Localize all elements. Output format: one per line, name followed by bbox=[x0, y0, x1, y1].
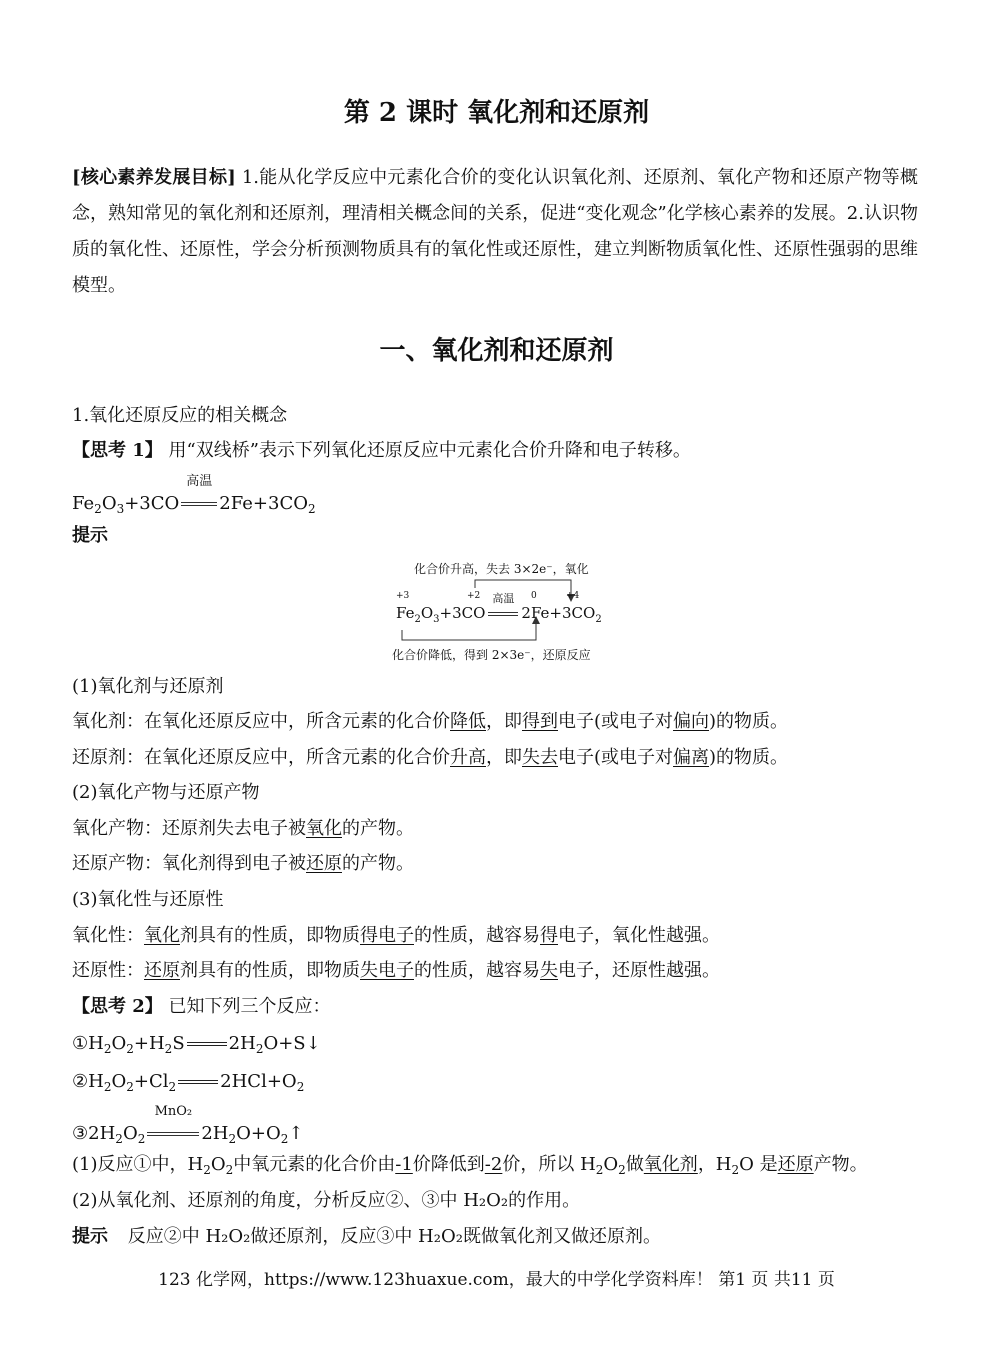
double-bridge-diagram bbox=[390, 558, 610, 668]
question-2: (2)从氧化剂、还原剂的角度，分析反应②、③中 H₂O₂的作用。 bbox=[72, 1190, 581, 1211]
reduction-product-definition: 还原产物：氧化剂得到电子被还原的产物。 bbox=[72, 853, 414, 874]
think1-line bbox=[72, 433, 691, 469]
think2-line bbox=[72, 989, 331, 1025]
hint2-label: 提示 bbox=[72, 1226, 108, 1247]
bridge-equation: $Fe_2O_3+3CO$ 高温 $2Fe+3CO_2$ bbox=[396, 592, 602, 625]
catalyst-label: MnO₂ bbox=[154, 1104, 193, 1119]
oxidation-product-definition: 氧化产物：还原剂失去电子被氧化的产物。 bbox=[72, 818, 414, 839]
valence-fe2: 0 bbox=[531, 591, 537, 601]
bridge-top-label: 化合价升高，失去 3×2e⁻，氧化 bbox=[414, 562, 589, 576]
valence-c2: +4 bbox=[566, 591, 580, 601]
reaction-1: $①H_2O_2+H_2S$ $2H_2O+S↓$ bbox=[72, 1033, 321, 1056]
goals-paragraph bbox=[72, 160, 918, 304]
valence-fe: +3 bbox=[396, 591, 410, 601]
bridge-bottom-label: 化合价降低，得到 2×3e⁻，还原反应 bbox=[392, 648, 591, 662]
valence-c1: +2 bbox=[467, 591, 481, 601]
question-1: (1)反应①中，$H_2O_2$中氧元素的化合价由-1价降低到-2价，所以 $H_2O_2$做氧化剂，$H_2O$ 是还原产物。 bbox=[72, 1154, 868, 1177]
hint2-text: 反应②中 H₂O₂做还原剂，反应③中 H₂O₂既做氧化剂又做还原剂。 bbox=[127, 1226, 661, 1247]
item2-title: (2)氧化产物与还原产物 bbox=[72, 782, 260, 803]
think2-text: 已知下列三个反应： bbox=[168, 996, 331, 1017]
reaction-2: $②H_2O_2+Cl_2$ $2HCl+O_2$ bbox=[72, 1071, 305, 1094]
oxidant-definition: 氧化剂：在氧化还原反应中，所含元素的化合价降低，即得到电子(或电子对偏向)的物质。 bbox=[72, 711, 789, 732]
reducing-property: 还原性：还原剂具有的性质，即物质失电子的性质，越容易失电子，还原性越强。 bbox=[72, 960, 720, 981]
equation-1: $Fe_2O_3+3CO$ 高温 $2Fe+3CO_2$ bbox=[72, 486, 316, 522]
think1-text: 用“双线桥”表示下列氧化还原反应中元素化合价升降和电子转移。 bbox=[168, 440, 691, 461]
think2-label: 【思考 2】 bbox=[72, 996, 163, 1017]
oxidizing-property: 氧化性：氧化剂具有的性质，即物质得电子的性质，越容易得电子，氧化性越强。 bbox=[72, 925, 720, 946]
reductant-definition: 还原剂：在氧化还原反应中，所含元素的化合价升高，即失去电子(或电子对偏离)的物质。 bbox=[72, 747, 789, 768]
item1-title: (1)氧化剂与还原剂 bbox=[72, 676, 224, 697]
goals-label: [核心素养发展目标] bbox=[72, 167, 236, 188]
hint2-line bbox=[72, 1219, 661, 1255]
reaction-3: $③2H_2O_2$ MnO₂ $2H_2O+O_2↑$ bbox=[72, 1116, 303, 1152]
page-title: 第 2 课时 氧化剂和还原剂 bbox=[343, 98, 650, 128]
page-footer: 123 化学网，https://www.123huaxue.com，最大的中学化学资料库！ 第1 页 共11 页 bbox=[158, 1270, 835, 1290]
section-heading: 一、氧化剂和还原剂 bbox=[379, 336, 614, 366]
condition-label: 高温 bbox=[179, 486, 219, 522]
goals-text: 1.能从化学反应中元素化合价的变化认识氧化剂、还原剂、氧化产物和还原产物等概念，熟知常见的氧化剂和还原剂，理清相关概念间的关系，促进“变化观念”化学核心素养的发展。2.认识物质的氧化性、还原性，学会分析预测物质具有的氧化性或还原性，建立判断物质氧化性、还原性强弱的思维模型。 bbox=[72, 167, 918, 296]
item3-title: (3)氧化性与还原性 bbox=[72, 889, 224, 910]
subsection-title: 1.氧化还原反应的相关概念 bbox=[72, 405, 288, 426]
hint-label: 提示 bbox=[72, 525, 108, 546]
think1-label: 【思考 1】 bbox=[72, 440, 163, 461]
